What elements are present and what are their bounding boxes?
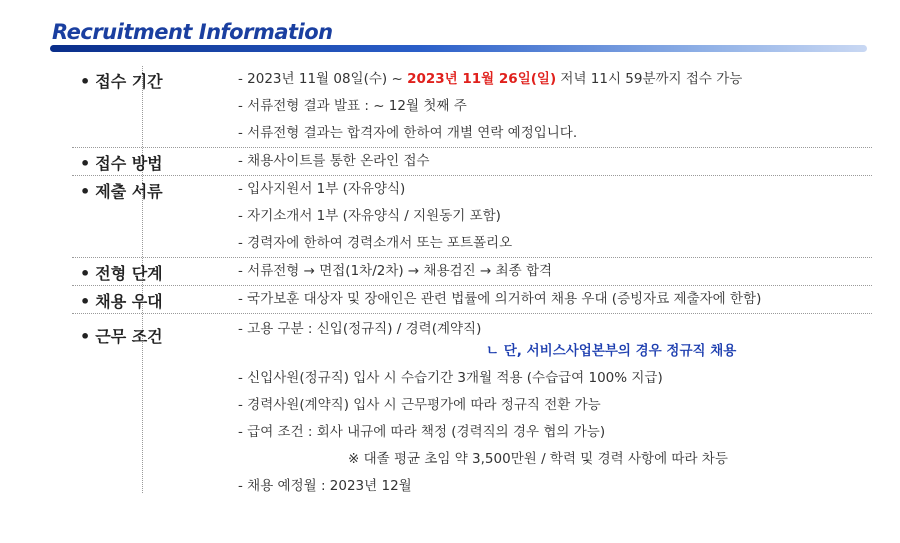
list-item: - 채용 예정월 : 2023년 12월: [238, 478, 412, 494]
section-application-period: [72, 66, 872, 148]
info-table: [72, 66, 872, 500]
bullet-icon: •: [80, 154, 91, 173]
section-label: • 접수 기간: [80, 72, 163, 91]
list-item: - 서류전형 → 면접(1차/2차) → 채용검진 → 최종 합격: [238, 263, 553, 279]
section-application-method: [72, 148, 872, 176]
title-underline-bar: [50, 45, 867, 52]
bullet-icon: •: [80, 264, 91, 283]
section-selection-process: [72, 258, 872, 286]
bullet-icon: •: [80, 182, 91, 201]
list-item: - 채용사이트를 통한 온라인 접수: [238, 153, 430, 169]
note-item: ㄴ 단, 서비스사업본부의 경우 정규직 채용: [486, 343, 737, 359]
section-label: • 채용 우대: [80, 292, 163, 311]
list-item: - 2023년 11월 08일(수) ~ 2023년 11월 26일(일) 저녁 11시 59분까지 접수 가능: [238, 71, 743, 87]
list-item: - 서류전형 결과는 합격자에 한하여 개별 연락 예정입니다.: [238, 125, 578, 141]
list-item: - 고용 구분 : 신입(정규직) / 경력(계약직): [238, 321, 482, 337]
section-label: • 근무 조건: [80, 327, 163, 346]
list-item: - 급여 조건 : 회사 내규에 따라 책정 (경력직의 경우 협의 가능): [238, 424, 606, 440]
deadline-highlight: 2023년 11월 26일(일): [407, 71, 557, 87]
section-label: • 접수 방법: [80, 154, 163, 173]
list-item: - 경력사원(계약직) 입사 시 근무평가에 따라 정규직 전환 가능: [238, 397, 601, 413]
note-item: ※ 대졸 평균 초임 약 3,500만원 / 학력 및 경력 사항에 따라 차등: [348, 451, 728, 467]
section-preference: [72, 286, 872, 314]
list-item: - 신입사원(정규직) 입사 시 수습기간 3개월 적용 (수습급여 100% 지급): [238, 370, 663, 386]
list-item: - 경력자에 한하여 경력소개서 또는 포트폴리오: [238, 235, 513, 251]
section-label: • 제출 서류: [80, 182, 163, 201]
list-item: - 자기소개서 1부 (자유양식 / 지원동기 포함): [238, 208, 501, 224]
section-work-conditions: [72, 314, 872, 500]
page-title: Recruitment Information: [52, 20, 333, 44]
section-documents: [72, 176, 872, 258]
bullet-icon: •: [80, 327, 91, 346]
bullet-icon: •: [80, 72, 91, 91]
list-item: - 국가보훈 대상자 및 장애인은 관련 법률에 의거하여 채용 우대 (증빙자료 제출자에 한함): [238, 291, 762, 307]
bullet-icon: •: [80, 292, 91, 311]
list-item: - 입사지원서 1부 (자유양식): [238, 181, 406, 197]
section-label: • 전형 단계: [80, 264, 163, 283]
list-item: - 서류전형 결과 발표 : ~ 12월 첫째 주: [238, 98, 467, 114]
